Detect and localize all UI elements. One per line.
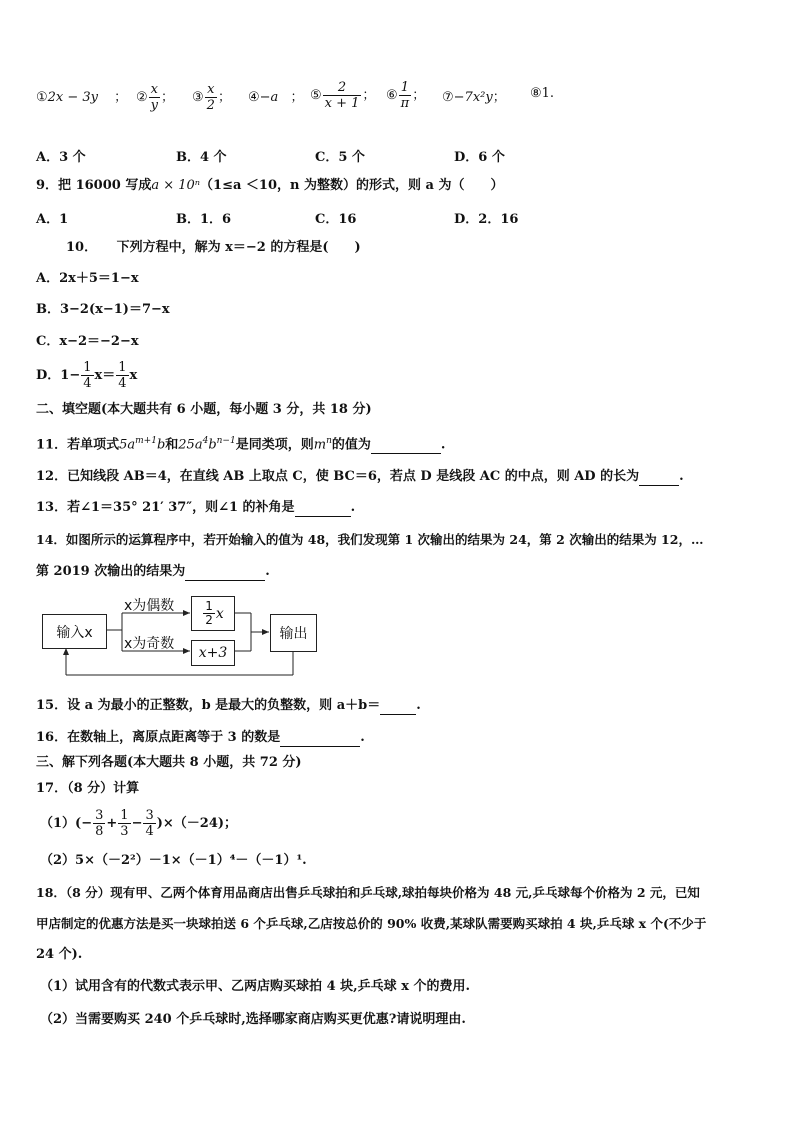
q18-part-2: （2）当需要购买 240 个乒乓球时,选择哪家商店购买更优惠?请说明理由. xyxy=(40,1012,466,1027)
q8-option-b: B．4 个 xyxy=(176,150,227,165)
q18-line-2: 甲店制定的优惠方法是买一块球拍送 6 个乒乓球,乙店按总价的 90% 收费,某球队需要购买球拍 4 块,乒乓球 x 个(不少于 xyxy=(36,916,707,931)
q15-stem: 15．设 a 为最小的正整数，b 是最大的负整数，则 a＋b＝ . xyxy=(36,698,421,713)
flow-half-box: $\frac{1}{2}$ x xyxy=(191,596,235,631)
q10-stem: 10． 下列方程中，解为 x＝−2 的方程是( ) xyxy=(66,240,361,255)
q12-stem: 12．已知线段 AB＝4，在直线 AB 上取点 C，使 BC＝6，若点 D 是线段 AC 的中点，则 AD 的长为 . xyxy=(36,469,684,484)
q9-option-d: D．2．16 xyxy=(454,212,519,227)
expr-5: ⑤ $\frac{2}{x + 1}$ ； xyxy=(310,80,376,111)
flow-input-box: 输入x xyxy=(42,614,107,649)
q18-line-1: 18．（8 分）现有甲、乙两个体育用品商店出售乒乓球拍和乒乓球,球拍每块价格为 48 元,乒乓球每个价格为 2 元，已知 xyxy=(36,885,700,900)
section-3-heading: 三、解下列各题(本大题共 8 小题，共 72 分) xyxy=(36,755,302,770)
expr-2: ② $\frac{x}{y}$ ； xyxy=(136,82,175,113)
expr-1: ①2x − 3y ； xyxy=(36,90,128,105)
q14-line-2: 第 2019 次输出的结果为 . xyxy=(36,564,270,579)
q18-line-3: 24 个). xyxy=(36,947,83,962)
q11-stem: 11．若单项式$5a^{m+1}b$和$25a^4b^{n-1}$是同类项，则$m^n$的值为 . xyxy=(36,436,446,453)
section-2-heading: 二、填空题(本大题共有 6 小题，每小题 3 分，共 18 分) xyxy=(36,402,372,417)
q9-option-c: C．16 xyxy=(315,212,357,227)
q17-part-1: （1）(− $\frac{3}{8}$ + $\frac{1}{3}$ − $\frac{3}{4}$ )×（－24)； xyxy=(40,808,238,839)
flow-output-box: 输出 xyxy=(270,614,317,652)
q18-part-1: （1）试用含有的代数式表示甲、乙两店购买球拍 4 块,乒乓球 x 个的费用. xyxy=(40,979,470,994)
flow-odd-label: x为奇数 xyxy=(124,636,175,652)
q8-option-d: D．6 个 xyxy=(454,150,505,165)
q10-option-c: C．x−2＝−2−x xyxy=(36,334,139,349)
q13-stem: 13．若∠1＝35° 21′ 37″，则∠1 的补角是 . xyxy=(36,500,356,515)
q14-line-1: 14．如图所示的运算程序中，若开始输入的值为 48，我们发现第 1 次输出的结果为 24，第 2 次输出的结果为 12，… xyxy=(36,532,704,547)
expr-4: ④−a ； xyxy=(248,90,304,105)
q10-option-d: D．1− $\frac{1}{4}$ x＝ $\frac{1}{4}$ x xyxy=(36,360,138,391)
q9-stem: 9．把 16000 写成a × 10ⁿ（1≤a ＜10，n 为整数）的形式，则 a 为（ ） xyxy=(36,178,504,193)
q8-option-a: A．3 个 xyxy=(36,150,86,165)
q8-option-c: C．5 个 xyxy=(315,150,365,165)
q16-stem: 16．在数轴上，离原点距离等于 3 的数是 . xyxy=(36,730,365,745)
flow-even-label: x为偶数 xyxy=(124,598,175,614)
q17-title: 17．（8 分）计算 xyxy=(36,781,140,796)
expr-3: ③ $\frac{x}{2}$ ； xyxy=(192,82,231,113)
expr-6: ⑥ $\frac{1}{\pi}$ ； xyxy=(386,80,426,111)
expr-7: ⑦−7x²y； xyxy=(442,90,506,105)
expr-8: ⑧1. xyxy=(530,86,555,101)
q10-option-b: B．3−2(x−1)＝7−x xyxy=(36,302,170,317)
flow-plus3-box: x+3 xyxy=(191,640,235,666)
q17-part-2: （2）5×（－2²）－1×（－1）⁴－（－1）¹. xyxy=(40,853,307,868)
q9-option-b: B．1．6 xyxy=(176,212,232,227)
q9-option-a: A．1 xyxy=(36,212,69,227)
q10-option-a: A．2x＋5＝1−x xyxy=(36,271,139,286)
